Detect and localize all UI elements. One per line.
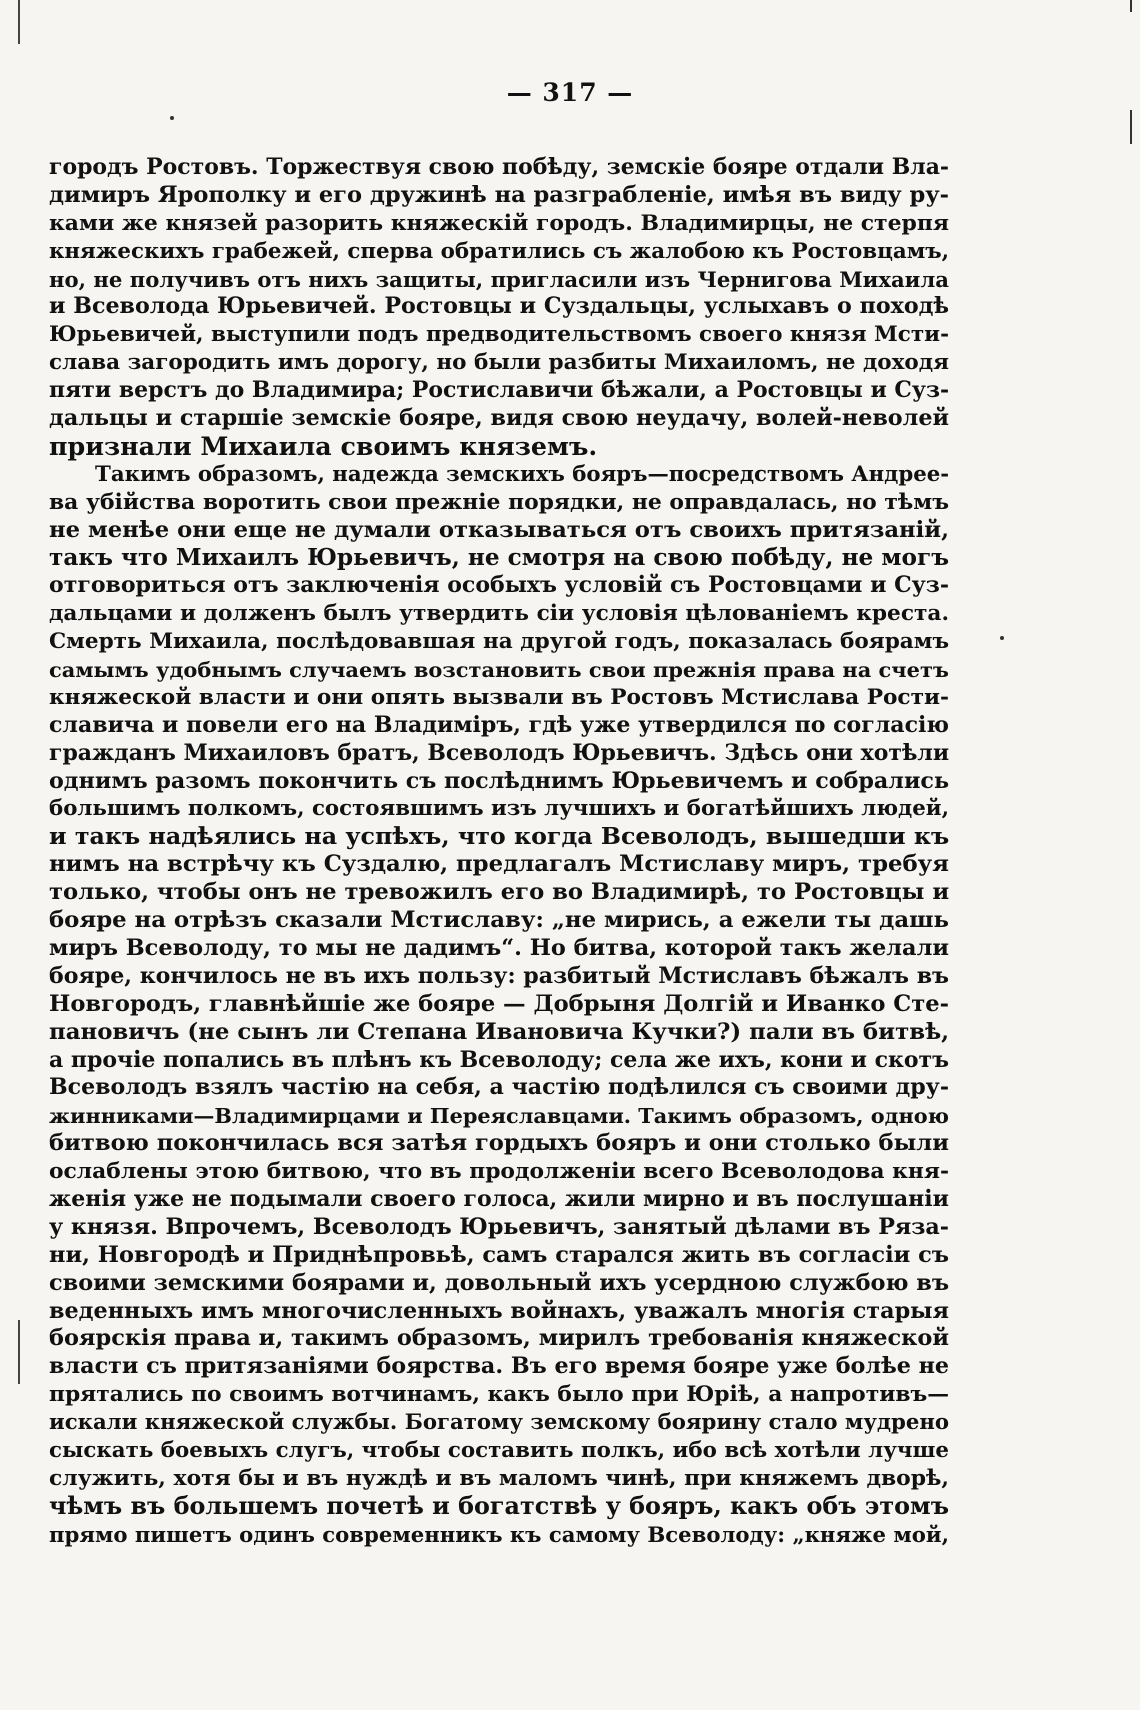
text-line: бояре, кончилось не въ ихъ пользу: разбитый Мстиславъ бѣжалъ въ <box>49 962 949 989</box>
text-line: княжескихъ грабежей, сперва обратились съ жалобою къ Ростовцамъ, <box>49 238 950 264</box>
text-line: ни, Новгородѣ и Приднѣпровьѣ, самъ старался жить въ согласіи съ <box>49 1241 950 1268</box>
text-line: однимъ разомъ покончить съ послѣднимъ Юрьевичемъ и собрались <box>49 767 950 794</box>
text-line: веденныхъ имъ многочисленныхъ войнахъ, уважалъ многія старыя <box>49 1297 949 1324</box>
page-number: — 317 — <box>506 78 634 107</box>
text-line: жинниками—Владимирцами и Переяславцами. Такимъ образомъ, одною <box>49 1103 949 1129</box>
text-line: гражданъ Михаиловъ братъ, Всеволодъ Юрьевичъ. Здѣсь они хотѣли <box>49 739 950 766</box>
text-line: не менѣе они еще не думали отказываться отъ своихъ притязаній, <box>49 516 949 543</box>
text-line: признали Михаила своимъ княземъ. <box>49 430 598 461</box>
text-line: женія уже не подымали своего голоса, жили мирно и въ послушаніи <box>49 1185 949 1212</box>
text-line: городъ Ростовъ. Торжествуя свою побѣду, земскіе бояре отдали Вла- <box>49 154 950 180</box>
text-line: димиръ Ярополку и его дружинѣ на разграбленіе, имѣя въ виду ру- <box>49 181 949 208</box>
text-line: ками же князей разорить княжескій городъ. Владимирцы, не стерпя <box>49 209 949 236</box>
text-line: пяти верстъ до Владимира; Ростиславичи бѣжали, а Ростовцы и Суз- <box>49 377 950 404</box>
text-line: пановичъ (не сынъ ли Степана Ивановича Кучки?) пали въ битвѣ, <box>49 1018 950 1045</box>
text-line: миръ Всеволоду, то мы не дадимъ“. Но битва, которой такъ желали <box>49 934 949 961</box>
text-line: прямо пишетъ одинъ современникъ къ самому Всеволоду: „княже мой, <box>49 1521 949 1547</box>
text-line: битвою покончилась вся затѣя гордыхъ бояръ и они столько были <box>49 1130 949 1157</box>
body-text <box>49 154 949 1549</box>
text-line: искали княжеской службы. Богатому земскому боярину стало мудрено <box>49 1410 949 1436</box>
text-line: ослаблены этою битвою, что въ продолженіи всего Всеволодова кня- <box>49 1159 949 1185</box>
text-line: Юрьевичей, выступили подъ предводительствомъ своего князя Мсти- <box>49 322 950 348</box>
text-line: слава загородить имъ дорогу, но были разбиты Михаиломъ, не доходя <box>49 350 949 376</box>
text-line: только, чтобы онъ не тревожилъ его во Владимирѣ, то Ростовцы и <box>49 879 950 906</box>
text-line: нимъ на встрѣчу къ Суздалю, предлагалъ Мстиславу миръ, требуя <box>49 851 949 878</box>
text-line: а прочіе попались въ плѣнъ къ Всеволоду; села же ихъ, кони и скотъ <box>49 1046 949 1073</box>
text-line: своими земскими боярами и, довольный ихъ усердною службою въ <box>49 1269 949 1296</box>
text-line: но, не получивъ отъ нихъ защиты, пригласили изъ Чернигова Михаила <box>49 266 949 292</box>
page-edge-line <box>18 1320 20 1384</box>
text-line: чѣмъ въ большемъ почетѣ и богатствѣ у бояръ, какъ объ этомъ <box>49 1491 949 1520</box>
text-line: бояре на отрѣзъ сказали Мстиславу: „не мирись, а ежели ты дашь <box>49 907 949 934</box>
speck <box>1000 636 1004 640</box>
text-line: славича и повели его на Владиміръ, гдѣ уже утвердился по согласію <box>49 711 949 738</box>
page-edge-line <box>18 0 20 44</box>
text-line: самымъ удобнымъ случаемъ возстановить свои прежнія права на счетъ <box>49 657 949 683</box>
text-line: у князя. Впрочемъ, Всеволодъ Юрьевичъ, занятый дѣлами въ Ряза- <box>49 1213 949 1240</box>
text-line: отговориться отъ заключенія особыхъ условій съ Ростовцами и Суз- <box>49 572 949 599</box>
text-line: дальцами и долженъ былъ утвердить сіи условія цѣлованіемъ креста. <box>49 601 949 627</box>
page-edge-line <box>1130 110 1132 144</box>
speck <box>170 116 174 120</box>
text-line: служить, хотя бы и въ нуждѣ и въ маломъ чинѣ, при княжемъ дворѣ, <box>49 1464 949 1491</box>
text-line: Новгородъ, главнѣйшіе же бояре — Добрыня Долгій и Иванко Сте- <box>49 990 949 1017</box>
text-line: власти съ притязаніями боярства. Въ его время бояре уже болѣе не <box>49 1353 950 1380</box>
text-line: и такъ надѣялись на успѣхъ, что когда Всеволодъ, вышедши къ <box>49 822 950 851</box>
text-line: дальцы и старшіе земскіе бояре, видя свою неудачу, волей-неволей <box>49 405 949 432</box>
text-line: Такимъ образомъ, надежда земскихъ бояръ—посредствомъ Андрее- <box>95 461 950 487</box>
text-line: княжеской власти и они опять вызвали въ Ростовъ Мстислава Рости- <box>49 684 949 710</box>
text-line: прятались по своимъ вотчинамъ, какъ было при Юріѣ, а напротивъ— <box>49 1382 949 1408</box>
text-line: Всеволодъ взялъ частію на себя, а частію подѣлился съ своими дру- <box>49 1074 949 1101</box>
text-line: боярскія права и, такимъ образомъ, мирилъ требованія княжеской <box>49 1325 949 1352</box>
text-line: большимъ полкомъ, состоявшимъ изъ лучшихъ и богатѣйшихъ людей, <box>49 796 949 822</box>
text-line: сыскать боевыхъ слугъ, чтобы составить полкъ, ибо всѣ хотѣли лучше <box>49 1437 949 1463</box>
text-line: ва убійства воротить свои прежніе порядки, не оправдалась, но тѣмъ <box>49 488 949 515</box>
text-line: и Всеволода Юрьевичей. Ростовцы и Суздальцы, услыхавъ о походѣ <box>49 293 949 320</box>
page-edge-line <box>1130 0 1132 12</box>
text-line: такъ что Михаилъ Юрьевичъ, не смотря на свою побѣду, не могъ <box>49 544 949 572</box>
text-line: Смерть Михаила, послѣдовавшая на другой годъ, показалась боярамъ <box>49 629 949 655</box>
